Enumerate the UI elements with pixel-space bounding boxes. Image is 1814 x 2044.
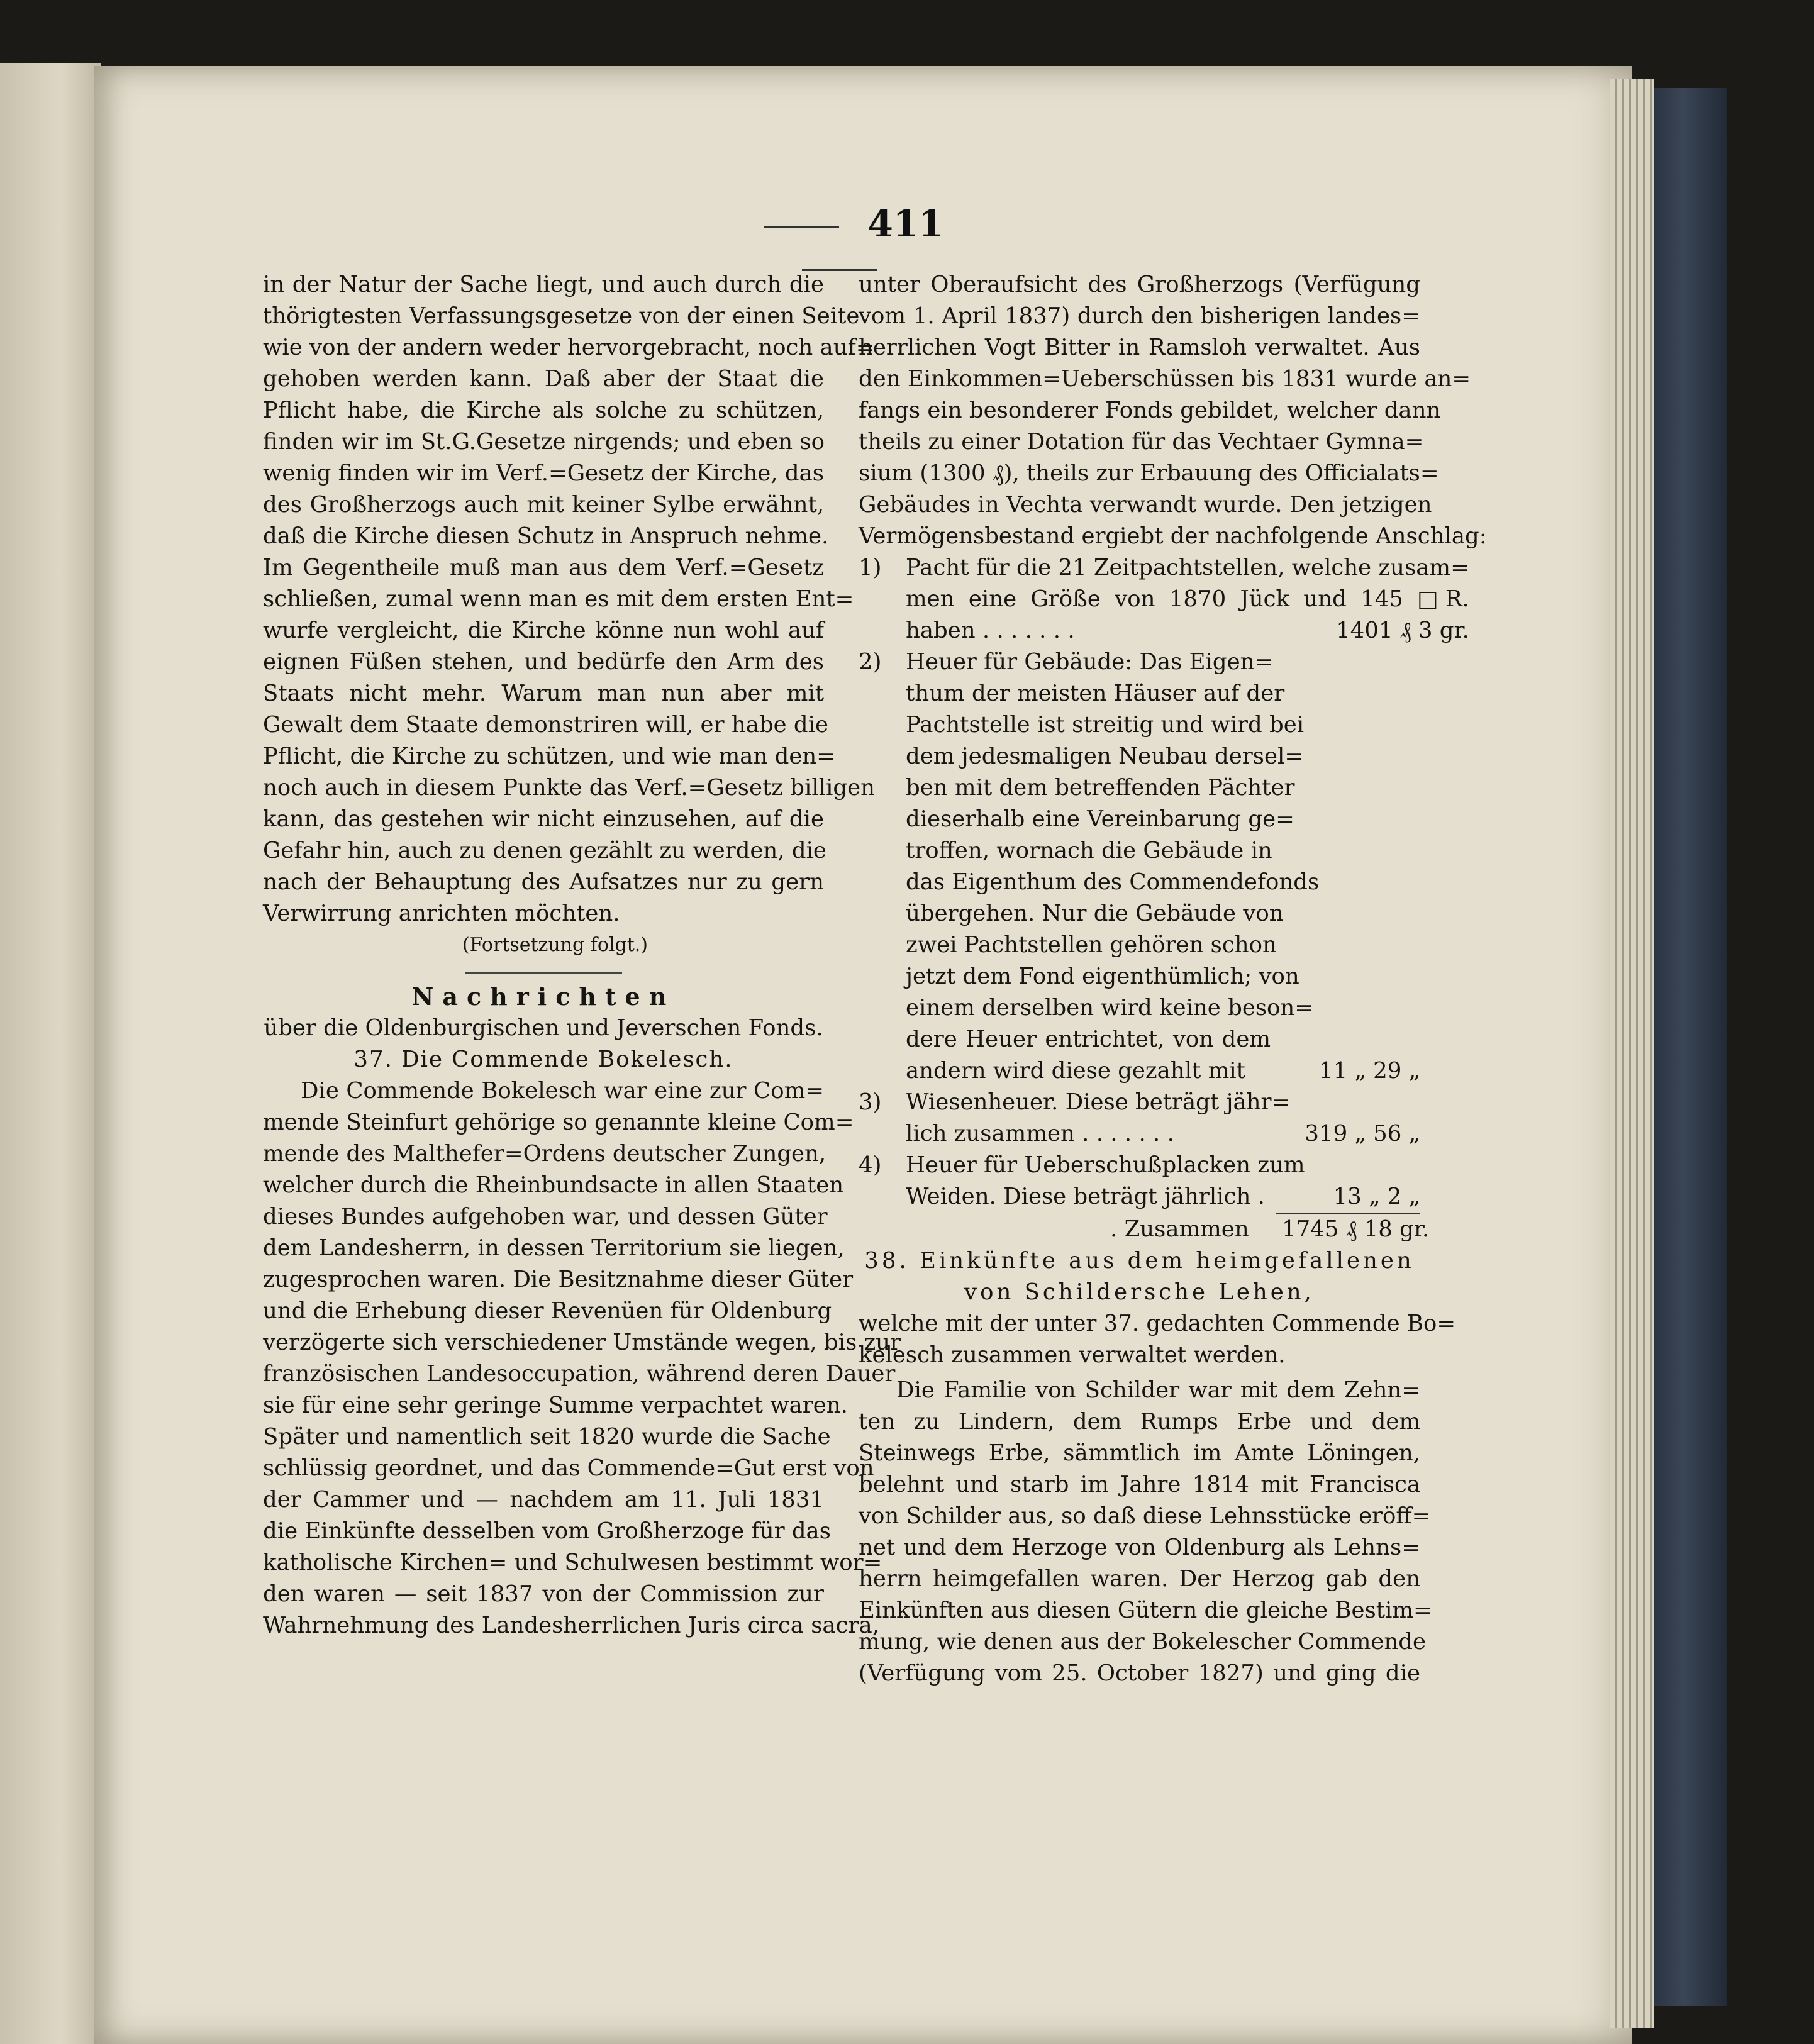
text-line: wie von der andern weder hervorgebracht, noch auf= (263, 335, 875, 360)
text-line: Im Gegentheile muß man aus dem Verf.=Gesetz (263, 555, 824, 580)
text-line: Weiden. Diese beträgt jährlich . (906, 1184, 1265, 1209)
text-line: eignen Füßen stehen, und bedürfe den Arm des (263, 649, 824, 675)
text-line: dem jedesmaligen Neubau dersel= (906, 743, 1304, 769)
text-line: zwei Pachtstellen gehören schon (906, 932, 1277, 958)
text-line: nach der Behauptung des Aufsatzes nur zu gern (263, 869, 824, 895)
text-line: lich zusammen . . . . . . . (906, 1121, 1174, 1147)
text-line: Die Familie von Schilder war mit dem Zehn= (896, 1377, 1420, 1403)
text-line: daß die Kirche diesen Schutz in Anspruch nehme. (263, 523, 829, 549)
text-line: dere Heuer entrichtet, von dem (906, 1026, 1271, 1052)
text-line: haben . . . . . . . (906, 618, 1075, 643)
text-line: Vermögensbestand ergiebt der nachfolgende Anschlag: (859, 523, 1487, 549)
text-line: jetzt dem Fond eigenthümlich; von (906, 964, 1299, 989)
text-line: Pachtstelle ist streitig und wird bei (906, 712, 1305, 738)
ledger-item-1 (859, 552, 1469, 647)
text-line: belehnt und starb im Jahre 1814 mit Francisca (859, 1472, 1420, 1497)
text-line: net und dem Herzoge von Oldenburg als Lehns= (859, 1535, 1420, 1560)
text-line: kann, das gestehen wir nicht einzusehen, auf die (263, 806, 824, 832)
text-line: der Cammer und — nachdem am 11. Juli 1831 (263, 1487, 824, 1513)
text-line: Pflicht habe, die Kirche als solche zu schützen, (263, 397, 824, 423)
total-label: . Zusammen (1110, 1216, 1249, 1242)
item-amount: 1401 ₰ 3 gr. (1336, 618, 1469, 643)
text-line: wurfe vergleicht, die Kirche könne nun wohl auf (263, 618, 824, 643)
text-line: finden wir im St.G.Gesetze nirgends; und eben so (263, 429, 825, 455)
text-line: Einkünften aus diesen Gütern die gleiche Bestim= (859, 1597, 1432, 1623)
text-line: einem derselben wird keine beson= (906, 995, 1314, 1021)
text-line: gehoben werden kann. Daß aber der Staat die (263, 366, 824, 392)
text-line: Heuer für Gebäude: Das Eigen= (906, 649, 1274, 675)
section-subheading: über die Oldenburgischen und Jeverschen Fonds. (264, 1015, 823, 1041)
text-line: Wahrnehmung des Landesherrlichen Juris circa sacra, (263, 1613, 879, 1638)
text-line: thum der meisten Häuser auf der (906, 680, 1285, 706)
text-line: mende Steinfurt gehörige so genannte kleine Com= (263, 1109, 854, 1135)
text-line: dieses Bundes aufgehoben war, und dessen Güter (263, 1204, 828, 1230)
text-line: katholische Kirchen= und Schulwesen bestimmt wor= (263, 1550, 882, 1575)
text-line: Gefahr hin, auch zu denen gezählt zu werden, die (263, 838, 826, 864)
text-line: von Schilder aus, so daß diese Lehnsstücke eröff= (859, 1503, 1431, 1529)
text-line: schlüssig geordnet, und das Commende=Gut erst von (263, 1455, 874, 1481)
text-line: troffen, wornach die Gebäude in (906, 838, 1272, 864)
section-heading: Nachrichten (411, 982, 676, 1011)
text-line: sie für eine sehr geringe Summe verpachtet waren. (263, 1392, 848, 1418)
text-line: Später und namentlich seit 1820 wurde die Sache (263, 1424, 831, 1450)
text-line: fangs ein besonderer Fonds gebildet, welcher dann (859, 397, 1441, 423)
section-37-text (263, 1075, 901, 1641)
item-amount: 11 „ 29 „ (1319, 1058, 1420, 1084)
item-number: 2) (859, 649, 882, 675)
text-line: welche mit der unter 37. gedachten Commende Bo= (859, 1311, 1456, 1336)
text-line: herrn heimgefallen waren. Der Herzog gab den (859, 1566, 1420, 1592)
text-line: Steinwegs Erbe, sämmtlich im Amte Löningen, (859, 1440, 1420, 1466)
text-line: ten zu Lindern, dem Rumps Erbe und dem (859, 1409, 1420, 1435)
text-line: das Eigenthum des Commendefonds (906, 869, 1320, 895)
text-line: Pflicht, die Kirche zu schützen, und wie man den= (263, 743, 835, 769)
section-37-continuation (859, 269, 1487, 552)
text-line: vom 1. April 1837) durch den bisherigen landes= (859, 303, 1420, 329)
text-line: thörigtesten Verfassungsgesetze von der einen Seite (263, 303, 860, 329)
left-column (263, 269, 901, 1641)
text-line: verzögerte sich verschiedener Umstände wegen, bis zur (263, 1330, 901, 1355)
text-line: (Verfügung vom 25. October 1827) und ging die (859, 1660, 1420, 1686)
text-line: wenig finden wir im Verf.=Gesetz der Kirche, das (263, 460, 824, 486)
text-line: in der Natur der Sache liegt, und auch durch die (263, 272, 824, 297)
folio-rule-left (764, 226, 839, 228)
page-number-text: 411 (867, 203, 944, 245)
text-line: Gebäudes in Vechta verwandt wurde. Den jetzigen (859, 492, 1432, 518)
text-line: mung, wie denen aus der Bokelescher Commende (859, 1629, 1427, 1655)
section-38-title-line-2: von Schildersche Lehen, (964, 1279, 1315, 1305)
text-line: sium (1300 ₰), theils zur Erbauung des Officialats= (859, 460, 1439, 486)
section-38-title-line-1: 38. Einkünfte aus dem heimgefallenen (864, 1248, 1415, 1274)
text-line: welcher durch die Rheinbundsacte in allen Staaten (263, 1172, 844, 1198)
text-line: zugesprochen waren. Die Besitznahme dieser Güter (263, 1267, 854, 1292)
text-line: den Einkommen=Ueberschüssen bis 1831 wurde an= (859, 366, 1471, 392)
text-line: men eine Größe von 1870 Jück und 145 □R. (906, 586, 1469, 612)
section-37-title: 37. Die Commende Bokelesch. (353, 1047, 733, 1072)
text-line: mende des Malthefer=Ordens deutscher Zungen, (263, 1141, 826, 1167)
text-line: noch auch in diesem Punkte das Verf.=Gesetz billigen (263, 775, 876, 801)
text-line: unter Oberaufsicht des Großherzogs (Verfügung (859, 272, 1420, 297)
text-line: andern wird diese gezahlt mit (906, 1058, 1245, 1084)
total-amount: 1745 ₰ 18 gr. (1282, 1216, 1430, 1242)
text-line: Verwirrung anrichten möchten. (263, 901, 620, 926)
item-amount: 13 „ 2 „ (1333, 1184, 1420, 1209)
text-line: kelesch zusammen verwaltet werden. (859, 1342, 1286, 1368)
text-line: den waren — seit 1837 von der Commission zur (263, 1581, 824, 1607)
item-number: 1) (859, 555, 882, 580)
text-line: Gewalt dem Staate demonstriren will, er habe die (263, 712, 828, 738)
text-line: die Einkünfte desselben vom Großherzoge für das (263, 1518, 831, 1544)
right-column (859, 269, 1487, 1689)
book-cover (1654, 88, 1727, 2006)
ledger-item-3 (859, 1087, 1420, 1150)
ledger-total (859, 1214, 1430, 1245)
text-line: dem Landesherrn, in dessen Territorium sie liegen, (263, 1235, 845, 1261)
text-line: Staats nicht mehr. Warum man nun aber mit (263, 680, 824, 706)
facing-page-edge (0, 63, 101, 2044)
section-38-title (859, 1245, 1420, 1308)
text-line: Wiesenheuer. Diese beträgt jähr= (906, 1089, 1291, 1115)
text-line: übergehen. Nur die Gebäude von (906, 901, 1284, 926)
continuation-note: (Fortsetzung folgt.) (462, 934, 648, 956)
paragraph-1 (263, 269, 876, 930)
text-line: herrlichen Vogt Bitter in Ramsloh verwaltet. Aus (859, 335, 1420, 360)
text-line: des Großherzogs auch mit keiner Sylbe erwähnt, (263, 492, 824, 518)
text-line: und die Erhebung dieser Revenüen für Oldenburg (263, 1298, 832, 1324)
item-amount: 319 „ 56 „ (1305, 1121, 1420, 1147)
text-line: schließen, zumal wenn man es mit dem ersten Ent= (263, 586, 854, 612)
text-line: französischen Landesoccupation, während deren Dauer (263, 1361, 896, 1387)
section-divider (465, 972, 622, 974)
ledger-item-2 (859, 647, 1420, 1087)
section-38-text (859, 1375, 1432, 1689)
text-line: Pacht für die 21 Zeitpachtstellen, welche zusam= (906, 555, 1469, 580)
text-line: theils zu einer Dotation für das Vechtaer Gymna= (859, 429, 1424, 455)
ledger-item-4 (859, 1150, 1420, 1213)
text-line: Die Commende Bokelesch war eine zur Com= (301, 1078, 824, 1104)
section-38-subtitle (859, 1308, 1456, 1371)
text-line: Heuer für Ueberschußplacken zum (906, 1152, 1305, 1178)
item-number: 3) (859, 1089, 882, 1115)
text-line: dieserhalb eine Vereinbarung ge= (906, 806, 1294, 832)
page-edges (1610, 79, 1654, 2028)
item-number: 4) (859, 1152, 882, 1178)
text-line: ben mit dem betreffenden Pächter (906, 775, 1295, 801)
